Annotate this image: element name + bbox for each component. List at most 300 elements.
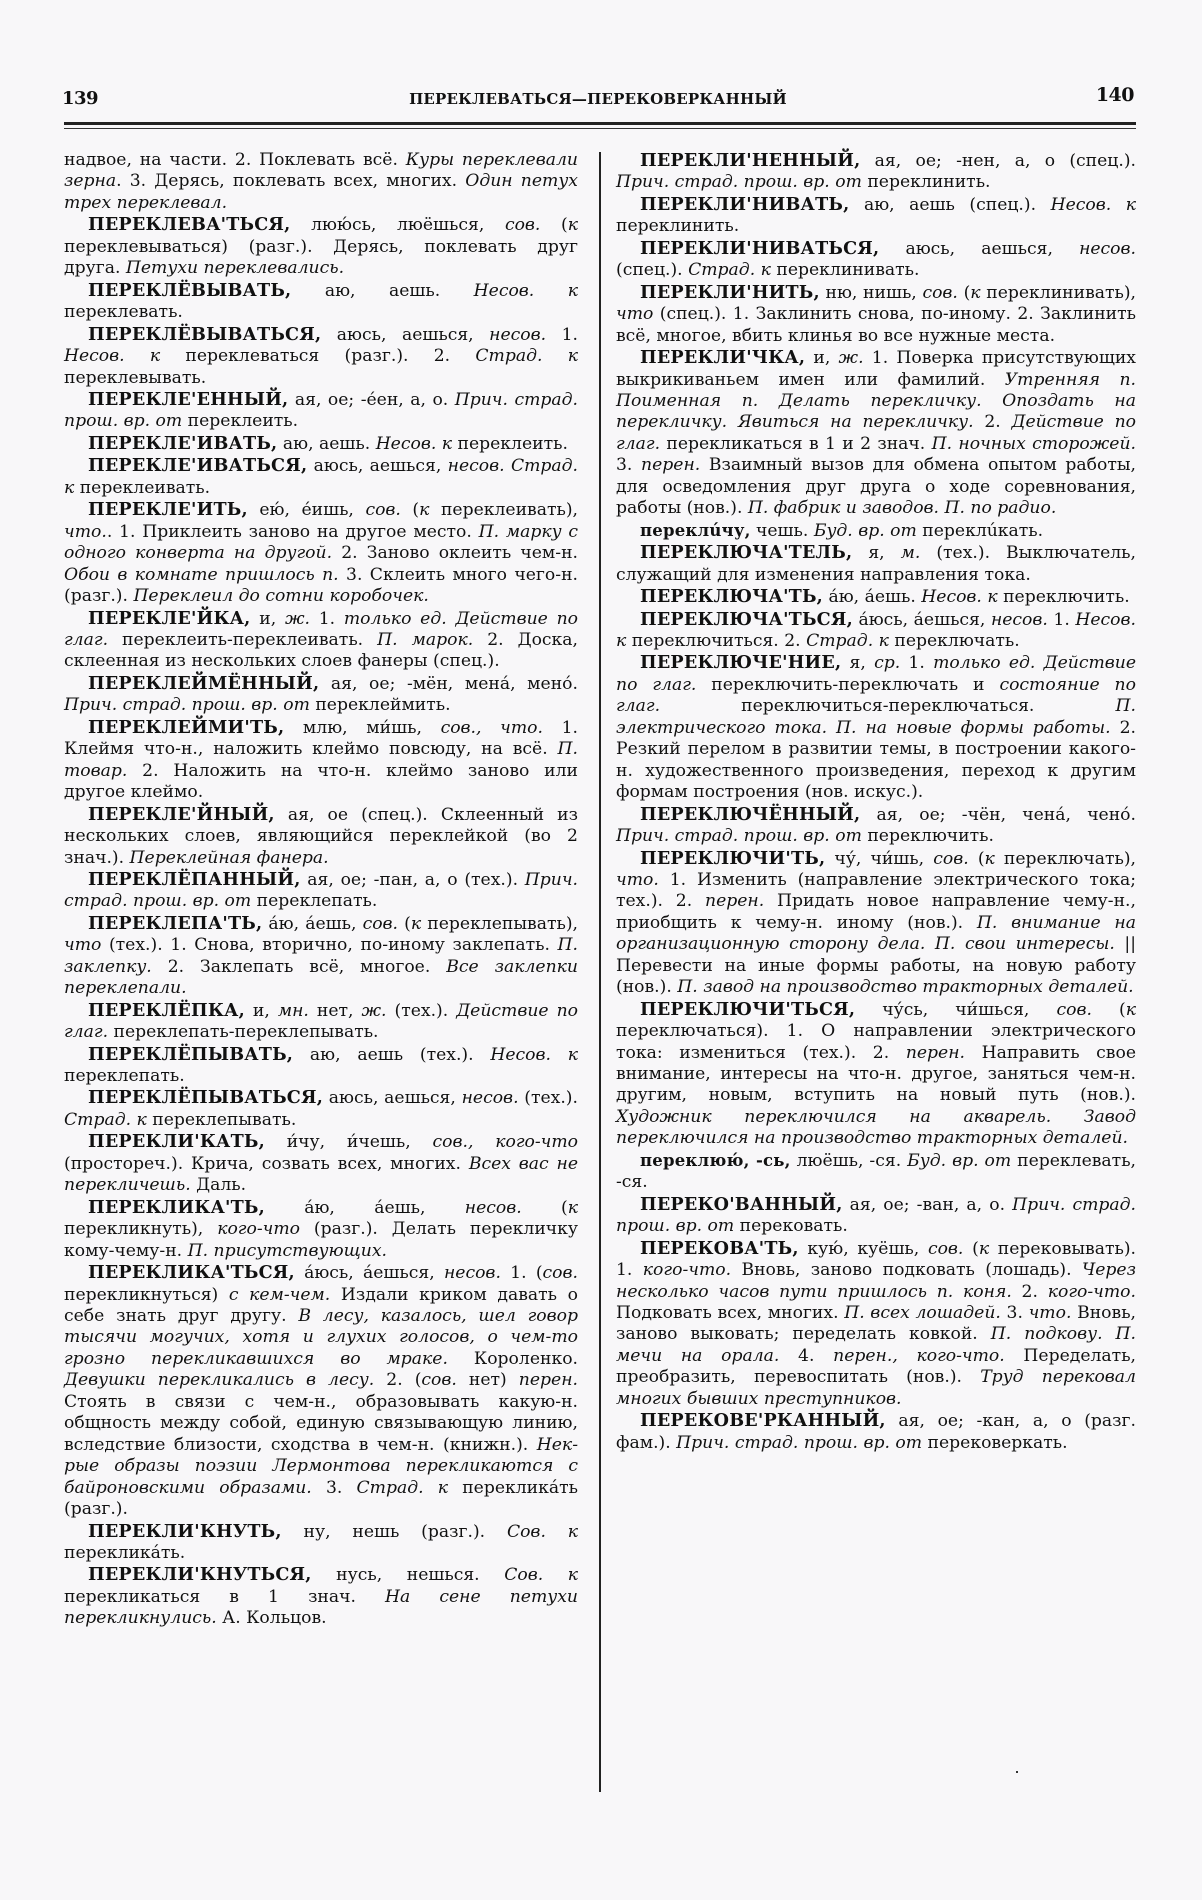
entry-text: ая, ое; -кан, а, о (разг. фам.). xyxy=(616,1411,1136,1453)
entry-text: переключаться). 1. О направлении электрического тока: измениться (тех.). 2. xyxy=(616,1021,1136,1063)
dictionary-entry xyxy=(616,999,1136,1150)
entry-text: 2. Заново оклеить чем-н. xyxy=(332,543,578,564)
dictionary-entry xyxy=(64,869,578,913)
entry-text: ( xyxy=(521,1197,568,1218)
headword: ПЕРЕКЛИ'КАТЬ, xyxy=(88,1131,265,1153)
headword: переклюю́, -сь, xyxy=(640,1150,791,1170)
entry-text: Вновь, заново подковать (лошадь). xyxy=(731,1260,1082,1281)
entry-text: переклевывать. xyxy=(64,367,207,388)
italic-text: Прич. страд. прош. вр. от xyxy=(616,1194,1136,1237)
italic-text: что. xyxy=(616,869,659,890)
italic-text: П. заклепку. xyxy=(64,935,578,977)
left-column xyxy=(64,150,578,1630)
column-divider xyxy=(599,152,601,1792)
italic-text: сов. xyxy=(362,913,399,934)
entry-text: аюсь, аешься, xyxy=(879,238,1080,259)
entry-text: Придать новое направление чему-н., приобщить к чему-н. иному (нов.). xyxy=(616,891,1136,933)
dictionary-entry xyxy=(616,804,1136,848)
italic-text: Буд. вр. от xyxy=(907,1150,1012,1171)
entry-text: надвое, на части. 2. Поклевать всё. xyxy=(64,150,406,170)
entry-text: нет, xyxy=(308,1000,362,1021)
entry-text: переключиться-переключаться. xyxy=(660,696,1116,717)
dictionary-entry xyxy=(64,1564,578,1629)
italic-text: только ед. Действие по глаг. xyxy=(616,653,1137,695)
entry-text: (спец.). 1. Заклинить снова, по-иному. 2. Заклинить всё, многое, вбить клинья во все нужные места. xyxy=(616,304,1136,346)
italic-text: что. xyxy=(64,521,107,542)
italic-text: П. всех лошадей. xyxy=(844,1303,1001,1324)
entry-text: 3. Склеить много чего-н. (разг.). xyxy=(64,564,578,607)
italic-text: Несов. к xyxy=(1050,194,1136,215)
entry-text: || Перевести на иные формы работы, на новую работу (нов.). xyxy=(616,934,1136,998)
italic-text: перен. xyxy=(518,1370,578,1391)
entry-text: нет) xyxy=(456,1370,519,1391)
italic-text: перен. xyxy=(641,455,701,476)
italic-text: сов., что. xyxy=(440,717,543,738)
header-rule-thick xyxy=(64,122,1136,125)
italic-text: кого-что. xyxy=(1047,1281,1136,1302)
italic-text: что xyxy=(616,304,654,325)
page-number-left: 139 xyxy=(62,88,99,109)
entry-text: переклепать. xyxy=(64,1066,185,1087)
headword: ПЕРЕКЛЕПА'ТЬ, xyxy=(88,912,263,934)
entry-text: переклинивать. xyxy=(770,260,920,281)
entry-text: Направить свое внимание, интересы на что-н. другое, заняться чем-н. другим, новым, вступить на новый путь (нов.). xyxy=(616,1042,1136,1106)
entry-text: аюсь, аешься, xyxy=(323,1088,462,1109)
entry-text: ая, ое (спец.). Склеенный из нескольких слоев, являющийся переклейкой (во 2 знач.). xyxy=(64,804,578,868)
headword: ПЕРЕКЛЁПКА, xyxy=(88,999,245,1021)
entry-text: (простореч.). Крича, созвать всех, многих. xyxy=(64,1153,469,1174)
entry-text: ( xyxy=(957,282,971,303)
italic-text: П. товар. xyxy=(64,739,578,781)
dictionary-entry xyxy=(64,1521,578,1565)
dictionary-entry xyxy=(64,455,578,499)
italic-text: с кем-чем. xyxy=(228,1284,331,1305)
entry-text: переключиться. 2. xyxy=(626,630,807,651)
dictionary-entry xyxy=(64,1197,578,1262)
entry-text: переклинить. xyxy=(616,216,740,237)
headword: ПЕРЕКЛЕ'ИТЬ, xyxy=(88,499,248,521)
entry-text: А. Кольцов. xyxy=(216,1608,327,1629)
italic-text: П. марок. xyxy=(377,629,474,650)
entry-text: переклепывать), xyxy=(421,913,578,934)
italic-text: сов. xyxy=(365,500,401,521)
entry-text: а́юсь, а́ешься, xyxy=(294,1263,444,1284)
entry-text: перекликаться в 1 знач. xyxy=(64,1586,386,1607)
print-speck xyxy=(1016,1771,1018,1773)
headword: ПЕРЕКЛЁПЫВАТЬСЯ, xyxy=(88,1087,324,1109)
entry-text: аю, аешь. xyxy=(277,433,376,454)
running-title: ПЕРЕКЛЕВАТЬСЯ—ПЕРЕКОВЕРКАННЫЙ xyxy=(409,90,787,108)
entry-text: аю, аешь (тех.). xyxy=(293,1044,491,1065)
italic-text: Несов. к xyxy=(490,1044,578,1065)
italic-text: Девушки перекликались в лесу. xyxy=(64,1370,375,1391)
italic-text: Прич. страд. прош. вр. от xyxy=(64,695,310,716)
dictionary-entry xyxy=(616,520,1136,542)
entry-text: ню, нишь, xyxy=(819,282,923,303)
italic-text: Страд. xyxy=(475,346,543,367)
entry-text: а́ю, а́ешь, xyxy=(262,913,363,934)
italic-text: Обои в комнате пришлось п. xyxy=(64,564,339,585)
headword: ПЕРЕКЛЁВЫВАТЬСЯ, xyxy=(88,323,322,345)
headword: ПЕРЕКО'ВАННЫЙ, xyxy=(640,1193,843,1215)
italic-text: Буд. вр. от xyxy=(813,520,917,541)
entry-text: переклеймить. xyxy=(309,695,451,716)
italic-text: Несов. к xyxy=(375,433,453,454)
italic-text: только ед. Действие по глаг. xyxy=(64,608,578,650)
headword: ПЕРЕКЛЕЙМИ'ТЬ, xyxy=(88,716,285,738)
dictionary-entry xyxy=(616,542,1136,586)
dictionary-entry xyxy=(616,1238,1136,1411)
entry-text: аюсь, аешься, xyxy=(321,324,490,345)
italic-text: В лесу, казалось, шел говор тысячи могучих, хотя и глухих голосов, о чем-то грозно перекликавшихся во мраке. xyxy=(64,1306,578,1369)
headword: ПЕРЕКЛЕ'ИВАТЬ, xyxy=(88,432,278,454)
italic-text: П. внимание на организационную сторону дела. П. свои интересы. xyxy=(616,912,1136,955)
page-header xyxy=(62,84,1134,114)
entry-text: а́юсь, а́ешься, xyxy=(852,609,991,630)
italic-text: Куры переклевали зерна xyxy=(64,150,578,192)
entry-text: ( xyxy=(963,1238,979,1259)
entry-text: переклепать-переклепывать. xyxy=(108,1022,379,1043)
entry-text: переклúкать. xyxy=(916,520,1044,541)
entry-text: переключить. xyxy=(861,826,994,847)
italic-text: кого-что. xyxy=(642,1260,732,1281)
headword: ПЕРЕКЛЁВЫВАТЬ, xyxy=(88,279,292,301)
italic-text: к xyxy=(970,282,981,303)
entry-text: 2. ( xyxy=(374,1370,422,1391)
italic-text: сов., кого-что xyxy=(432,1132,578,1153)
dictionary-entry xyxy=(64,717,578,804)
dictionary-entry xyxy=(64,150,578,214)
italic-text: Прич. страд. прош. вр. от xyxy=(676,1432,923,1453)
italic-text: сов. xyxy=(504,215,541,236)
entry-text: ая, ое; -пан, а, о (тех.). xyxy=(300,869,525,890)
entry-text: люёшь, -ся. xyxy=(790,1150,908,1171)
entry-text: перековывать). 1. xyxy=(616,1238,1137,1281)
entry-text: переклеить. xyxy=(182,411,299,432)
italic-text: ж. xyxy=(361,1000,387,1021)
italic-text: к xyxy=(984,848,995,869)
headword: ПЕРЕКЛЮЧА'ТЬ, xyxy=(640,586,823,608)
entry-text: переклеить. xyxy=(452,433,568,454)
entry-text: переклепать. xyxy=(251,891,378,912)
headword: ПЕРЕКЛЕ'ЕННЫЙ, xyxy=(88,388,289,410)
entry-text: переклеить-переклеивать. xyxy=(108,629,378,650)
entry-text: 2. Наложить на что-н. клеймо заново или другое клеймо. xyxy=(64,760,578,803)
italic-text: несов. xyxy=(1079,238,1136,259)
italic-text: сов. xyxy=(933,848,969,869)
entry-text: кую́, куёшь, xyxy=(798,1238,928,1259)
italic-text: состояние по глаг. xyxy=(616,674,1136,717)
entry-text: ая, ое; -е́ен, а, о. xyxy=(288,389,455,410)
entry-text: ( xyxy=(968,848,985,869)
entry-text: и, xyxy=(244,1000,278,1021)
entry-text: чу́, чи́шь, xyxy=(825,848,934,869)
dictionary-entry xyxy=(616,609,1136,653)
entry-text: Стоять в связи с чем-н., образовывать какую-н. общность между собой, единую связывающую линию, вследствие близости, сходства в чем-н. (книжн.). xyxy=(64,1391,578,1455)
dictionary-entry xyxy=(64,214,578,279)
dictionary-entry xyxy=(64,913,578,1000)
entry-text: 1. Поверка присутствующих выкрикиваньем имен или фамилий. xyxy=(616,348,1136,390)
italic-text: несов. xyxy=(464,1197,522,1218)
italic-text: П. электрического тока. П. на новые формы работы. xyxy=(616,696,1136,738)
entry-text: нусь, нешься. xyxy=(311,1565,505,1586)
dictionary-entry xyxy=(616,150,1136,194)
italic-text: ж. xyxy=(284,608,310,629)
entry-text: перекликаться в 1 и 2 знач. xyxy=(660,433,932,454)
italic-text: кого-что xyxy=(217,1219,300,1240)
entry-text: ( xyxy=(398,913,411,934)
italic-text: Страд. к xyxy=(806,630,889,651)
entry-text: ( xyxy=(540,215,568,236)
italic-text: Сов. к xyxy=(504,1565,578,1586)
headword: ПЕРЕКЛИ'ЧКА, xyxy=(640,347,806,369)
dictionary-entry xyxy=(616,1194,1136,1238)
dictionary-entry xyxy=(64,1262,578,1520)
italic-text: П. ночных сторожей. xyxy=(931,433,1136,454)
headword: ПЕРЕКЛЁПАННЫЙ, xyxy=(88,868,301,890)
italic-text: к xyxy=(567,1197,578,1218)
italic-text: что xyxy=(64,935,102,956)
entry-text: чу́сь, чи́шься, xyxy=(855,999,1057,1020)
entry-text: аю, аешь. xyxy=(291,280,474,301)
headword: ПЕРЕКЛЕ'ЙКА, xyxy=(88,607,251,629)
italic-text: несов. Страд. к xyxy=(64,456,578,498)
dictionary-entry xyxy=(64,1131,578,1196)
italic-text: Все заклепки переклепали. xyxy=(64,956,579,999)
entry-text: переключить. xyxy=(997,587,1130,608)
entry-text: Даль. xyxy=(190,1175,247,1196)
dictionary-entry xyxy=(616,652,1136,803)
entry-text: переключить-переключать и xyxy=(696,674,1000,695)
entry-text: (тех.). Выключатель, служащий для изменения направления тока. xyxy=(616,543,1136,585)
headword: ПЕРЕКЛЕ'ЙНЫЙ, xyxy=(88,803,275,825)
italic-text: Несов. к xyxy=(64,346,161,367)
entry-text: 2. Заклепать всё, многое. xyxy=(151,956,447,977)
entry-text: ну, нешь (разг.). xyxy=(281,1521,507,1542)
dictionary-entry xyxy=(64,280,578,324)
dictionary-entry xyxy=(64,324,578,389)
italic-text: перен., кого-что. xyxy=(833,1345,1005,1366)
italic-text: сов. xyxy=(922,282,958,303)
entry-text: аюсь, аешься, xyxy=(307,456,448,477)
headword: ПЕРЕКЛИ'НИВАТЬСЯ, xyxy=(640,237,880,259)
italic-text: П. подкову. П. мечи на орала. xyxy=(616,1324,1136,1366)
entry-text: . 1. Приклеить заново на другое место. xyxy=(106,521,479,542)
dictionary-entry xyxy=(64,389,578,433)
entry-text: переклеваться (разг.). 2. xyxy=(160,346,476,367)
italic-text: к xyxy=(978,1238,990,1259)
header-rule-thin xyxy=(64,128,1136,129)
entry-text: ая, ое; -мён, мена́, мено́. xyxy=(319,673,578,694)
entry-text xyxy=(542,346,567,366)
headword: переклúчу, xyxy=(640,520,751,540)
headword: ПЕРЕКЛИ'КНУТЬ, xyxy=(88,1520,282,1542)
italic-text: Страд. к xyxy=(64,1109,147,1130)
headword: ПЕРЕКОВЕ'РКАННЫЙ, xyxy=(640,1410,886,1432)
dictionary-entry xyxy=(64,673,578,717)
headword: ПЕРЕКЛЮЧЁННЫЙ, xyxy=(640,803,861,825)
entry-text: (разг.). Делать перекличку кому-чему-н. xyxy=(64,1219,579,1261)
entry-text: и, xyxy=(250,608,285,629)
entry-text: Подковать всех, многих. xyxy=(616,1303,845,1324)
italic-text: к xyxy=(410,913,422,934)
italic-text: перен. xyxy=(705,891,765,912)
entry-text: перекликáть. xyxy=(64,1543,186,1563)
entry-text: переклеивать. xyxy=(74,477,211,498)
entry-text: 2. xyxy=(1011,1281,1048,1302)
dictionary-entry xyxy=(616,347,1136,520)
italic-text: Страд. к xyxy=(688,260,771,281)
entry-text: 3. xyxy=(616,455,642,476)
italic-text: несов. xyxy=(461,1088,519,1109)
entry-text: ая, ое; -ван, а, о. xyxy=(842,1194,1013,1215)
dictionary-entry xyxy=(616,194,1136,238)
italic-text: м. xyxy=(900,543,921,564)
entry-text: переключать), xyxy=(994,848,1136,869)
italic-text: несов. xyxy=(443,1263,501,1284)
entry-text: ая, ое; -чён, чена́, чено́. xyxy=(860,804,1136,825)
italic-text: мн. xyxy=(277,1000,309,1021)
entry-text: переклинивать), xyxy=(980,282,1137,303)
italic-text: Переклеил до сотни коробочек. xyxy=(133,586,429,607)
italic-text: На сене петухи перекликнулись. xyxy=(64,1586,578,1629)
italic-text: П. присутствующих. xyxy=(187,1240,388,1261)
entry-text: 4. xyxy=(779,1345,834,1366)
entry-text: . 3. Дерясь, поклевать всех, многих. xyxy=(116,171,466,192)
entry-text: 1. xyxy=(900,653,934,674)
italic-text: несов. xyxy=(489,324,547,345)
entry-text: переклеивать), xyxy=(429,500,578,521)
italic-text: Прич. страд. прош. вр. от xyxy=(616,826,862,847)
dictionary-entry xyxy=(616,1410,1136,1454)
dictionary-entry xyxy=(616,238,1136,282)
entry-text: 3. xyxy=(311,1477,357,1498)
entry-text: я, xyxy=(852,543,901,564)
dictionary-entry xyxy=(64,433,578,455)
page-number-right: 140 xyxy=(1095,84,1134,106)
italic-text: сов. xyxy=(1056,999,1092,1020)
headword: ПЕРЕКЛЕ'ИВАТЬСЯ, xyxy=(88,455,308,477)
entry-text: Издали криком давать о себе знать друг другу. xyxy=(64,1284,578,1327)
entry-text: перекликнуть), xyxy=(64,1219,218,1240)
italic-text: что. xyxy=(1028,1303,1072,1324)
entry-text: Переделать, преобразить, перевоспитать (нов.). xyxy=(616,1345,1137,1388)
italic-text: Прич. страд. прош. вр. от xyxy=(616,172,862,193)
dictionary-entry xyxy=(64,1000,578,1044)
dictionary-entry xyxy=(616,1150,1136,1194)
entry-text: перекликнуться) xyxy=(64,1284,229,1305)
italic-text: Страд. к xyxy=(356,1477,449,1498)
headword: ПЕРЕКЛЮЧА'ТЬСЯ, xyxy=(640,608,853,630)
dictionary-entry xyxy=(616,848,1136,999)
italic-text: Несов. к xyxy=(473,280,578,301)
italic-text: к xyxy=(567,215,578,236)
headword: ПЕРЕКЛЁПЫВАТЬ, xyxy=(88,1043,294,1065)
italic-text: ж. xyxy=(838,348,864,369)
entry-text: Короленко. xyxy=(447,1348,579,1369)
entry-text: Взаимный вызов для обмена опытом работы, для осведомления друг друга о ходе соревнования, работы (нов.). xyxy=(616,455,1136,519)
entry-text: (спец.). xyxy=(616,260,689,281)
italic-text: сов. xyxy=(927,1238,964,1259)
italic-text: П. фабрик и заводов. П. по радио. xyxy=(747,498,1057,519)
italic-text: Утренняя п. Поименная п. Делать перекличку. Опоздать на перекличку. Явиться на перекличку. xyxy=(616,369,1137,433)
headword: ПЕРЕКЛИ'НИТЬ, xyxy=(640,281,820,303)
entry-text: чешь. xyxy=(750,520,814,541)
entry-text: перекликáть (разг.). xyxy=(64,1477,578,1520)
dictionary-entry xyxy=(64,1087,578,1131)
italic-text: Переклейная фанера. xyxy=(129,847,329,868)
headword: ПЕРЕКЛИКА'ТЬСЯ, xyxy=(88,1262,295,1284)
right-column xyxy=(616,150,1136,1454)
italic-text: сов. xyxy=(542,1263,578,1284)
entry-text: переклепывать. xyxy=(146,1109,297,1130)
headword: ПЕРЕКЛЕЙМЁННЫЙ, xyxy=(88,672,320,694)
entry-text: ( xyxy=(400,500,420,521)
entry-text: а́ю, а́ешь, xyxy=(264,1197,465,1218)
italic-text: П. завод на производство тракторных деталей. xyxy=(677,977,1134,998)
italic-text: Через несколько часов пути пришлось п. коня. xyxy=(616,1260,1136,1302)
italic-text: Прич. страд. прош. вр. от xyxy=(64,869,578,912)
entry-text: 3. xyxy=(1000,1303,1029,1324)
entry-text: переключать. xyxy=(888,630,1020,651)
entry-text: люю́сь, люёшься, xyxy=(290,215,505,236)
italic-text: Художник переключился на акварель. Завод переключился на производство тракторных деталей. xyxy=(616,1106,1136,1149)
italic-text: Один петух трех переклевал. xyxy=(64,171,578,213)
entry-text: Вновь, заново выковать; переделать ковкой. xyxy=(616,1303,1137,1345)
headword: ПЕРЕКЛЮЧИ'ТЬСЯ, xyxy=(640,998,856,1020)
entry-text: 2. Резкий перелом в развитии темы, в построении какого-н. художественного произведения, переход к другим формам построения (нов. искус.). xyxy=(616,717,1136,803)
entry-text: 1. xyxy=(546,324,578,345)
entry-text: переклевать. xyxy=(64,302,183,323)
italic-text: Несов. к xyxy=(921,587,998,608)
dictionary-entry xyxy=(616,586,1136,608)
italic-text: к xyxy=(1125,999,1136,1020)
italic-text: Прич. страд. прош. вр. от xyxy=(64,389,578,432)
entry-text: млю, ми́шь, xyxy=(284,717,441,738)
italic-text: Действие по глаг. xyxy=(616,412,1137,454)
entry-text: аю, аешь (спец.). xyxy=(849,194,1051,215)
entry-text: ая, ое; -нен, а, о (спец.). xyxy=(860,151,1136,171)
italic-text: к xyxy=(419,500,430,521)
italic-text: несов. xyxy=(990,609,1048,630)
italic-text: Всех вас не перекличешь. xyxy=(64,1153,579,1196)
entry-text: и, xyxy=(805,348,839,369)
dictionary-entry xyxy=(64,1044,578,1088)
entry-text: 1. ( xyxy=(500,1263,543,1284)
entry-text: 1. Клеймя что-н., наложить клеймо повсюду, на всё. xyxy=(64,717,578,760)
dictionary-entry xyxy=(616,282,1136,347)
italic-text: к xyxy=(567,346,578,367)
entry-text: переклевать, -ся. xyxy=(616,1150,1137,1193)
italic-text: П. марку с одного конверта на другой. xyxy=(64,521,578,564)
entry-text: 1. xyxy=(1047,609,1076,630)
italic-text: Действие по глаг. xyxy=(64,1000,578,1043)
entry-text: (тех.). xyxy=(386,1000,457,1021)
entry-text: я, xyxy=(841,653,875,674)
italic-text: Несов. к xyxy=(616,609,1136,651)
headword: ПЕРЕКЛЕВА'ТЬСЯ, xyxy=(88,214,291,236)
headword: ПЕРЕКОВА'ТЬ, xyxy=(640,1237,799,1259)
entry-text: ею́, е́ишь, xyxy=(247,500,366,521)
italic-text: сов. xyxy=(421,1370,457,1391)
italic-text: Сов. к xyxy=(506,1521,578,1542)
entry-text: ( xyxy=(1091,999,1126,1020)
entry-text: (тех.). 1. Снова, вторично, по-иному заклепать. xyxy=(101,935,558,956)
italic-text: Петухи переклевались. xyxy=(125,258,345,279)
dictionary-entry xyxy=(64,804,578,869)
entry-text: (тех.). xyxy=(518,1088,578,1109)
headword: ПЕРЕКЛЮЧА'ТЕЛЬ, xyxy=(640,542,853,564)
